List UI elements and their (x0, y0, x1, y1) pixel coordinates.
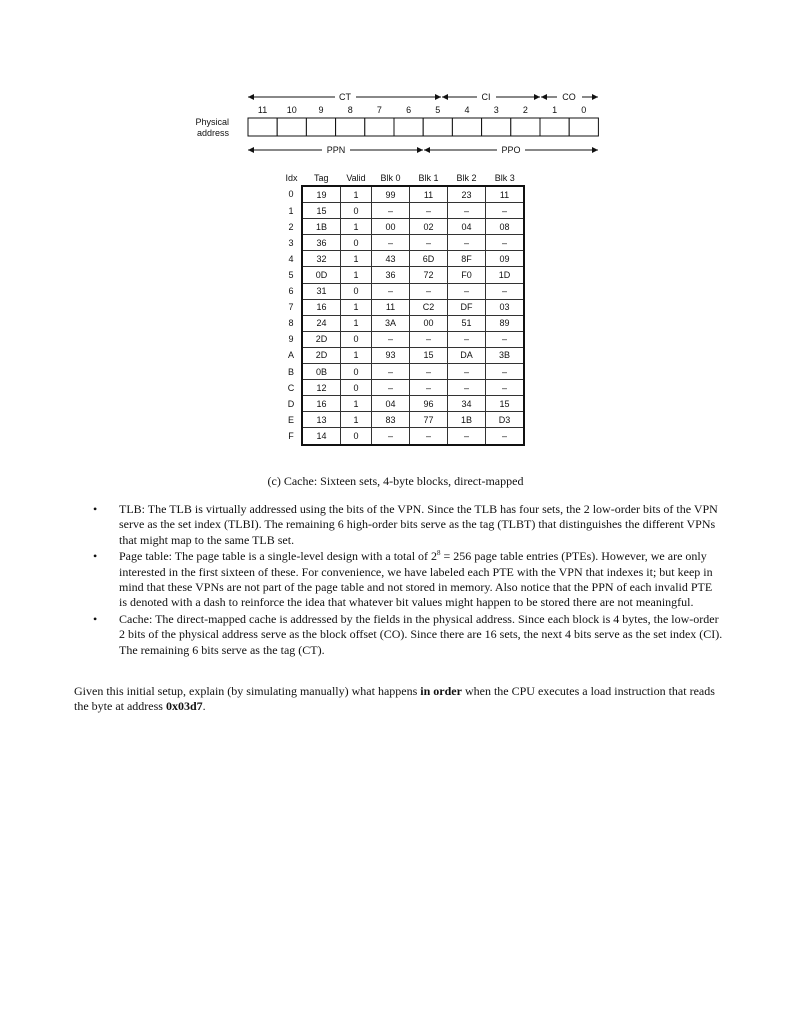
bit-box (569, 118, 598, 136)
bit-number: 11 (257, 105, 268, 115)
cell-b3: – (486, 283, 525, 299)
cell-b3: – (486, 235, 525, 251)
bullet-page-table (93, 549, 723, 611)
cell-b0: – (372, 380, 410, 396)
cell-b1: – (410, 283, 448, 299)
cell-idx: E (287, 414, 294, 425)
question-bold-in-order: in order (420, 684, 462, 698)
cell-b3: 89 (486, 315, 525, 331)
cell-idx: 3 (288, 237, 294, 248)
cell-b1: 72 (410, 267, 448, 283)
question-bold-address: 0x03d7 (165, 699, 203, 714)
table-row (281, 396, 524, 412)
cell-b1: 6D (410, 251, 448, 267)
table-row (281, 267, 524, 283)
cell-b2: – (448, 364, 486, 380)
cell-valid: 1 (341, 186, 372, 203)
cache-table (281, 170, 525, 446)
cell-tag: 1B (302, 219, 341, 235)
table-row (281, 364, 524, 380)
header-tag: Tag (313, 172, 329, 183)
bit-box (365, 118, 394, 136)
cell-b2: – (448, 428, 486, 445)
bit-box (248, 118, 277, 136)
cell-b1: – (410, 380, 448, 396)
cell-valid: 1 (341, 251, 372, 267)
cell-idx: 2 (288, 221, 294, 232)
cell-idx: C (287, 382, 295, 393)
cell-b1: 00 (410, 315, 448, 331)
cell-valid: 1 (341, 267, 372, 283)
bit-box (336, 118, 365, 136)
cell-valid: 1 (341, 396, 372, 412)
cell-b3: 11 (486, 186, 525, 203)
bullet-page-table-text-after: = 256 page table entries (PTEs). However, we are only interested in the first sixteen of these. For convenience, we have labeled each PTE with the VPN that indexes it; but keep in mind that these VPNs are not part of the page table and not stored in memory. Also notice that the PPN of each invalid PTE is denoted with a dash to reinforce the idea that whatever bit values might happen to be stored there are not meaningful. (119, 549, 713, 610)
table-row (281, 235, 524, 251)
cell-b3: 09 (486, 251, 525, 267)
cell-idx: 1 (288, 205, 294, 216)
cell-idx: 7 (288, 302, 294, 313)
cell-b0: 43 (372, 251, 410, 267)
field-ppo-label: PPO (501, 145, 521, 155)
bit-box-row (248, 118, 598, 136)
cell-b0: – (372, 235, 410, 251)
cell-idx: 0 (288, 189, 294, 200)
bit-box (394, 118, 423, 136)
cell-valid: 1 (341, 315, 372, 331)
bit-number: 0 (581, 105, 587, 115)
cell-b1: – (410, 331, 448, 347)
cell-b0: – (372, 331, 410, 347)
cache-table-header (281, 170, 524, 186)
bit-number: 9 (318, 105, 324, 115)
cell-tag: 14 (302, 428, 341, 445)
bit-box (452, 118, 481, 136)
table-row (281, 315, 524, 331)
cell-tag: 19 (302, 186, 341, 203)
header-blk1: Blk 1 (418, 172, 439, 183)
cell-tag: 15 (302, 203, 341, 219)
bullet-page-table-text-before: Page table: The page table is a single-level design with a total of 2 (119, 549, 438, 564)
header-valid: Valid (346, 172, 366, 183)
bit-number: 6 (406, 105, 412, 115)
table-row (281, 331, 524, 347)
question-part3: . (202, 699, 206, 714)
cell-b3: – (486, 203, 525, 219)
bit-number: 7 (376, 105, 382, 115)
cell-b2: 1B (448, 412, 486, 428)
question-part1: Given this initial setup, explain (by simulating manually) what happens (74, 684, 421, 698)
bit-number: 10 (286, 105, 297, 115)
table-row (281, 412, 524, 428)
row-label-line2: address (196, 128, 229, 138)
cell-b0: 00 (372, 219, 410, 235)
bit-box (306, 118, 335, 136)
field-ct-label: CT (339, 92, 351, 102)
table-row (281, 428, 524, 445)
cell-b0: 3A (372, 315, 410, 331)
cell-b2: DF (448, 299, 486, 315)
cell-b0: – (372, 364, 410, 380)
cell-b2: 8F (448, 251, 486, 267)
cell-tag: 16 (302, 396, 341, 412)
cell-b0: 36 (372, 267, 410, 283)
cell-b3: – (486, 364, 525, 380)
cell-b2: DA (448, 347, 486, 363)
cell-idx: 8 (288, 318, 294, 329)
cell-b2: F0 (448, 267, 486, 283)
bullet-dot: • (93, 611, 98, 626)
cell-tag: 12 (302, 380, 341, 396)
cell-b1: 11 (410, 186, 448, 203)
bit-box (277, 118, 306, 136)
cell-b3: D3 (486, 412, 525, 428)
bit-number: 4 (464, 105, 470, 115)
cell-b0: 99 (372, 186, 410, 203)
cell-valid: 0 (341, 331, 372, 347)
header-blk3: Blk 3 (494, 172, 515, 183)
table-row (281, 380, 524, 396)
cell-b3: 08 (486, 219, 525, 235)
cell-tag: 0B (302, 364, 341, 380)
cell-b0: – (372, 283, 410, 299)
cell-b3: 3B (486, 347, 525, 363)
cell-b0: 93 (372, 347, 410, 363)
cache-table-body (281, 186, 524, 445)
cell-b3: 1D (486, 267, 525, 283)
field-co-label: CO (562, 92, 576, 102)
physical-address-diagram (0, 0, 791, 165)
cell-valid: 1 (341, 347, 372, 363)
table-row (281, 203, 524, 219)
cell-b0: 83 (372, 412, 410, 428)
cell-idx: F (288, 431, 294, 442)
cell-b2: – (448, 331, 486, 347)
bit-number: 8 (347, 105, 353, 115)
table-row (281, 219, 524, 235)
cell-b1: C2 (410, 299, 448, 315)
question-paragraph (74, 684, 724, 715)
field-ci-label: CI (481, 92, 491, 102)
cell-valid: 1 (341, 412, 372, 428)
cell-b3: 03 (486, 299, 525, 315)
cell-b1: 77 (410, 412, 448, 428)
table-row (281, 299, 524, 315)
table-row (281, 283, 524, 299)
cell-valid: 1 (341, 219, 372, 235)
bullet-page-table-exponent: 8 (437, 549, 441, 558)
bit-number: 3 (493, 105, 499, 115)
cell-b2: – (448, 380, 486, 396)
cell-valid: 1 (341, 299, 372, 315)
bit-box (482, 118, 511, 136)
cell-valid: 0 (341, 364, 372, 380)
cell-b1: – (410, 235, 448, 251)
cell-b2: – (448, 283, 486, 299)
cell-idx: D (287, 398, 295, 409)
cell-valid: 0 (341, 380, 372, 396)
cell-idx: B (287, 366, 294, 377)
cell-idx: 4 (288, 253, 294, 264)
bit-box (540, 118, 569, 136)
bit-number-row (258, 105, 586, 115)
cell-b2: 51 (448, 315, 486, 331)
cell-b3: – (486, 380, 525, 396)
cell-b3: – (486, 331, 525, 347)
cell-tag: 13 (302, 412, 341, 428)
cell-tag: 36 (302, 235, 341, 251)
cell-idx: A (287, 350, 294, 361)
bullet-tlb (93, 502, 723, 548)
header-blk2: Blk 2 (456, 172, 477, 183)
cell-b1: 02 (410, 219, 448, 235)
cell-b2: 34 (448, 396, 486, 412)
bit-box (511, 118, 540, 136)
bit-number: 2 (522, 105, 528, 115)
cell-tag: 16 (302, 299, 341, 315)
header-idx: Idx (285, 173, 298, 183)
table-row (281, 251, 524, 267)
cell-b1: – (410, 364, 448, 380)
cell-b3: – (486, 428, 525, 445)
cell-idx: 6 (288, 286, 294, 297)
bullet-dot: • (93, 502, 98, 516)
table-row (281, 186, 524, 203)
cell-b0: – (372, 203, 410, 219)
cell-valid: 0 (341, 203, 372, 219)
row-label-line1: Physical (195, 117, 229, 127)
cell-b0: – (372, 428, 410, 445)
header-blk0: Blk 0 (380, 172, 401, 183)
bit-number: 1 (552, 105, 558, 115)
cell-tag: 2D (302, 347, 341, 363)
cell-b1: 15 (410, 347, 448, 363)
cell-b2: – (448, 203, 486, 219)
bullet-cache (93, 612, 723, 658)
cell-valid: 0 (341, 428, 372, 445)
cell-tag: 0D (302, 267, 341, 283)
cell-tag: 24 (302, 315, 341, 331)
cell-valid: 0 (341, 283, 372, 299)
cell-valid: 0 (341, 235, 372, 251)
bit-number: 5 (435, 105, 441, 115)
cell-b2: 23 (448, 186, 486, 203)
bullet-cache-text: Cache: The direct-mapped cache is addressed by the fields in the physical address. Since each block is 4 bytes, the low-order 2 bits of the physical address serve as the block offset (CO). Since there are 16 sets, the next 4 bits serve as the set index (CI). The remaining 6 bits serve as the tag (CT). (119, 611, 723, 657)
bullet-dot: • (93, 549, 98, 564)
cell-b0: 11 (372, 299, 410, 315)
cell-b1: – (410, 203, 448, 219)
table-row (281, 347, 524, 363)
bit-box (423, 118, 452, 136)
cell-b1: 96 (410, 396, 448, 412)
cell-tag: 31 (302, 283, 341, 299)
cell-b2: 04 (448, 219, 486, 235)
bullet-list (93, 502, 723, 659)
bullet-tlb-text: TLB: The TLB is virtually addressed using the bits of the VPN. Since the TLB has four sets, the 2 low-order bits of the VPN serve as the set index (TLBI). The remaining 6 high-order bits serve as the tag (TLBT) that distinguishes the different VPNs that might map to the same TLB set. (119, 502, 718, 547)
cell-idx: 9 (288, 334, 294, 345)
field-ppn-label: PPN (326, 145, 346, 155)
cell-tag: 2D (302, 331, 341, 347)
question-part2: when the CPU executes a load instruction that reads the byte at address (74, 684, 715, 714)
cell-tag: 32 (302, 251, 341, 267)
cell-b2: – (448, 235, 486, 251)
cell-b0: 04 (372, 396, 410, 412)
figure-caption: (c) Cache: Sixteen sets, 4-byte blocks, direct-mapped (267, 474, 524, 488)
cell-idx: 5 (288, 270, 294, 281)
cell-b1: – (410, 428, 448, 445)
cell-b3: 15 (486, 396, 525, 412)
